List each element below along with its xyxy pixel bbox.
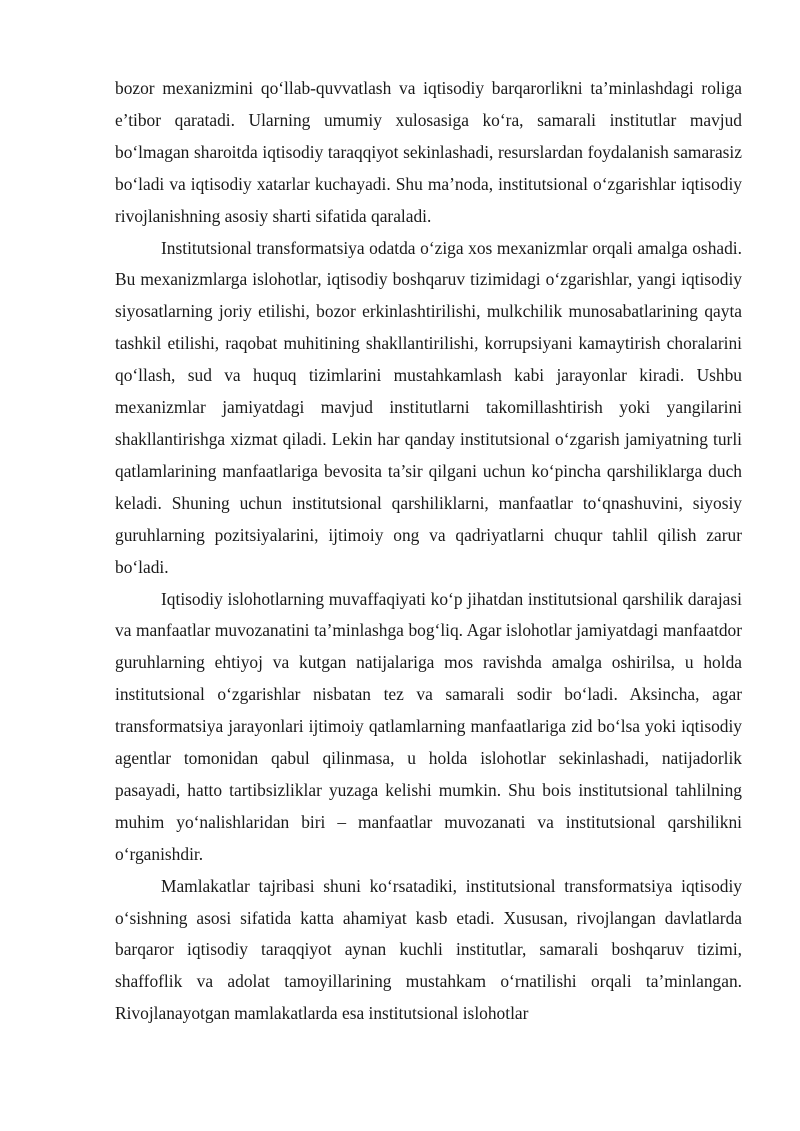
paragraph-2: Institutsional transformatsiya odatda o‘ziga xos mexanizmlar orqali amalga oshadi. Bu mexanizmlarga islohotlar, iqtisodiy boshqaruv tizimidagi o‘zgarishlar, yangi iqtisodiy siyosatlarning joriy etilishi, bozor erkinlashtirilishi, mulkchilik munosabatlarining qayta tashkil etilishi, raqobat muhitining shakllantirilishi, korrupsiyani kamaytirish choralarini qo‘llash, sud va huquq tizimlarini mustahkamlash kabi jarayonlar kiradi. Ushbu mexanizmlar jamiyatdagi mavjud institutlarni takomillashtirish yoki yangilarini shakllantirishga xizmat qiladi. Lekin har qanday institutsional o‘zgarish jamiyatning turli qatlamlarining manfaatlariga bevosita ta’sir qilgani uchun ko‘pincha qarshiliklarga duch keladi. Shuning uchun institutsional qarshiliklarni, manfaatlar to‘qnashuvini, siyosiy guruhlarning pozitsiyalarini, ijtimoiy ong va qadriyatlarni chuqur tahlil qilish zarur bo‘ladi. [115,237,742,577]
paragraph-3: Iqtisodiy islohotlarning muvaffaqiyati ko‘p jihatdan institutsional qarshilik darajasi va manfaatlar muvozanatini ta’minlashga bog‘liq. Agar islohotlar jamiyatdagi manfaatdor guruhlarning ehtiyoj va kutgan natijalariga mos ravishda amalga oshirilsa, u holda institutsional o‘zgarishlar nisbatan tez va samarali sodir bo‘ladi. Aksincha, agar transformatsiya jarayonlari ijtimoiy qatlamlarning manfaatlariga zid bo‘lsa yoki iqtisodiy agentlar tomonidan qabul qilinmasa, u holda islohotlar sekinlashadi, natijadorlik pasayadi, hatto tartibsizliklar yuzaga kelishi mumkin. Shu bois institutsional tahlilning muhim yo‘nalishlaridan biri – manfaatlar muvozanati va institutsional qarshilikni o‘rganishdir. [115,588,742,864]
paragraph-1: bozor mexanizmini qo‘llab-quvvatlash va iqtisodiy barqarorlikni ta’minlashdagi roliga e’tibor qaratadi. Ularning umumiy xulosasiga ko‘ra, samarali institutlar mavjud bo‘lmagan sharoitda iqtisodiy taraqqiyot sekinlashadi, resurslardan foydalanish samarasiz bo‘ladi va iqtisodiy xatarlar kuchayadi. Shu ma’noda, institutsional o‘zgarishlar iqtisodiy rivojlanishning asosiy sharti sifatida qaraladi. [115,78,742,226]
paragraph-4: Mamlakatlar tajribasi shuni ko‘rsatadiki, institutsional transformatsiya iqtisodiy o‘sishning asosi sifatida katta ahamiyat kasb etadi. Xususan, rivojlangan davlatlarda barqaror iqtisodiy taraqqiyot aynan kuchli institutlar, samarali boshqaruv tizimi, shaffoflik va adolat tamoyillarining mustahkam o‘rnatilishi orqali ta’minlangan. Rivojlanayotgan mamlakatlarda esa institutsional islohotlar [115,875,742,1024]
document-page [115,73,742,1030]
